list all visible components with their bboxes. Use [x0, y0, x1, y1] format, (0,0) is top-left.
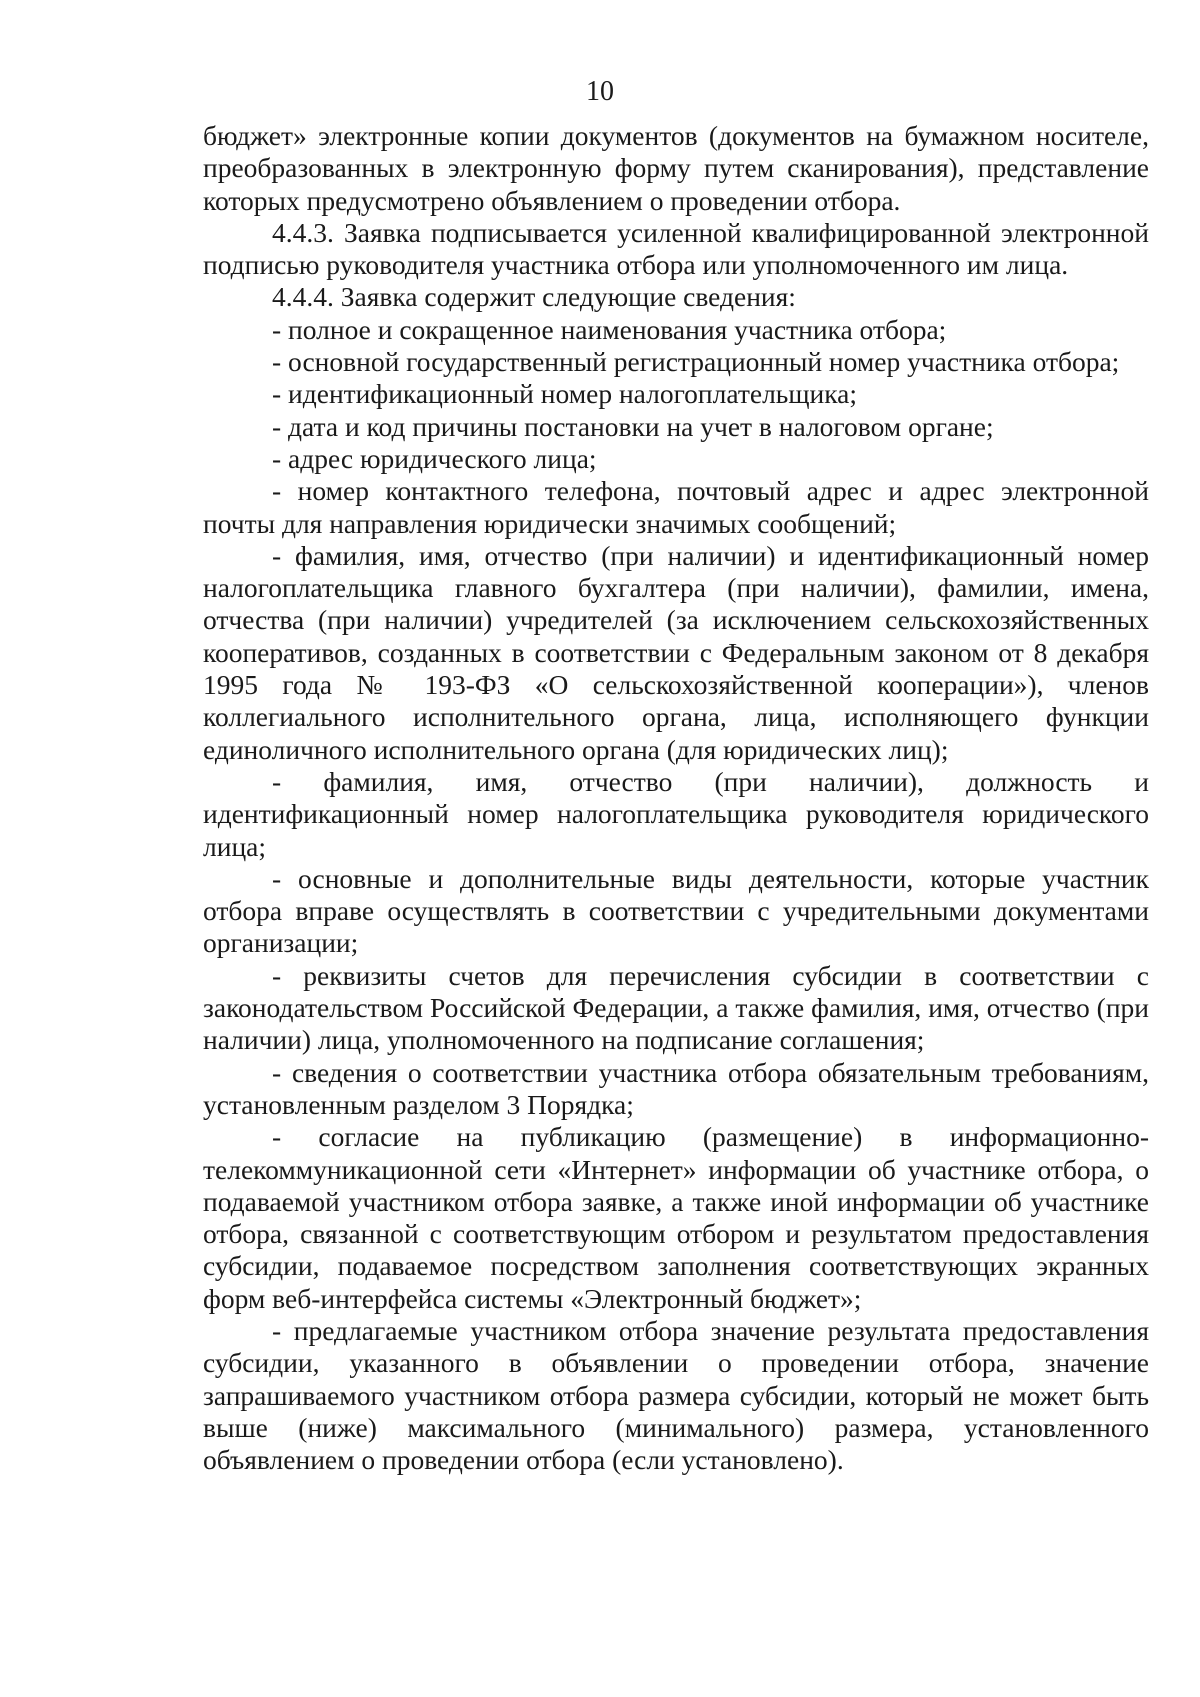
paragraph-continuation: бюджет» электронные копии документов (документов на бумажном носителе, преобразованных в электронную форму путем сканирования), представление которых предусмотрено объявлением о проведении отбора. [203, 120, 1149, 216]
list-item-name: - полное и сокращенное наименования участника отбора; [272, 313, 947, 345]
list-item-founders: - фамилия, имя, отчество (при наличии) и идентификационный номер налогоплательщика главного бухгалтера (при наличии), фамилии, имена, отчества (при наличии) учредителей (за исключением сельскохозяйственных кооперативов, созданных в соответствии с Федеральным законом от 8 декабря 1995 года № 193-ФЗ «О сельскохозяйственной кооперации»), членов коллегиального исполнительного органа, лица, исполняющего функции единоличного исполнительного органа (для юридических лиц); [203, 539, 1149, 765]
list-item-compliance: - сведения о соответствии участника отбора обязательным требованиям, установленным разделом 3 Порядка; [203, 1056, 1149, 1120]
paragraph-4-4-3: 4.4.3. Заявка подписывается усиленной квалифицированной электронной подписью руководителя участника отбора или уполномоченного им лица. [203, 216, 1149, 281]
list-item-proposed-result: - предлагаемые участником отбора значение результата предоставления субсидии, указанного в объявлении о проведении отбора, значение запрашиваемого участником отбора размера субсидии, который не может быть выше (ниже) максимального (минимального) размера, установленного объявлением о проведении отбора (если установлено). [203, 1314, 1149, 1476]
list-item-publication-consent: - согласие на публикацию (размещение) в информационно-телекоммуникационной сети «Интернет» информации об участнике отбора, о подаваемой участником отбора заявке, а также иной информации об участнике отбора, связанной с соответствующим отбором и результатом предоставления субсидии, подаваемое посредством заполнения соответствующих экранных форм веб-интерфейса системы «Электронный бюджет»; [203, 1121, 1149, 1314]
list-item-inn: - идентификационный номер налогоплательщика; [272, 378, 858, 410]
list-item-director: - фамилия, имя, отчество (при наличии), должность и идентификационный номер налогоплательщика руководителя юридического лица; [203, 765, 1149, 862]
list-item-bank-details: - реквизиты счетов для перечисления субсидии в соответствии с законодательством Российской Федерации, а также фамилия, имя, отчество (при наличии) лица, уполномоченного на подписание соглашения; [203, 959, 1149, 1056]
list-item-address: - адрес юридического лица; [272, 442, 597, 474]
paragraph-4-4-4: 4.4.4. Заявка содержит следующие сведения: [272, 281, 796, 313]
list-item-ogrn: - основной государственный регистрационный номер участника отбора; [272, 346, 1120, 378]
document-body [203, 120, 1149, 1476]
list-item-activities: - основные и дополнительные виды деятельности, которые участник отбора вправе осуществлять в соответствии с учредительными документами организации; [203, 862, 1149, 959]
page-number: 10 [586, 76, 614, 107]
list-item-kpp: - дата и код причины постановки на учет в налоговом органе; [272, 410, 994, 442]
list-item-contacts: - номер контактного телефона, почтовый адрес и адрес электронной почты для направления юридически значимых сообщений; [203, 475, 1149, 539]
